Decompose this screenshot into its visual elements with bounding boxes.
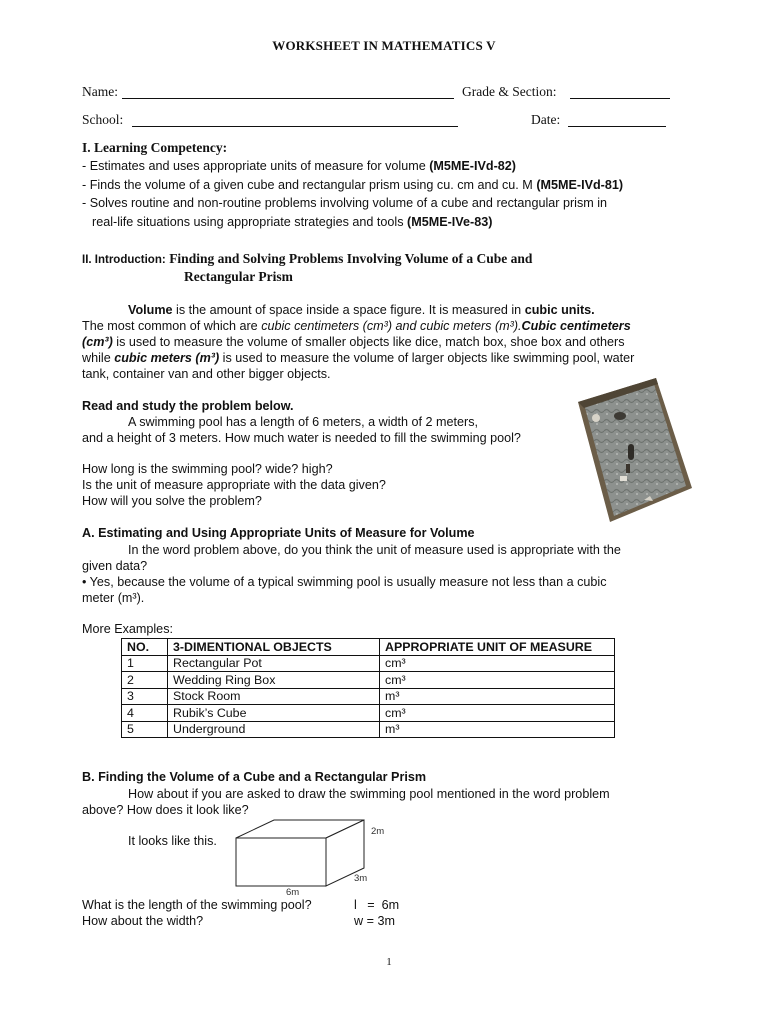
grade-section-label: Grade & Section:: [462, 84, 557, 99]
table-row: [122, 672, 615, 689]
section-a-bullet: • Yes, because the volume of a typical swimming pool is usually measure not less than a cubic: [82, 575, 607, 589]
problem-heading: Read and study the problem below.: [82, 399, 294, 413]
volume-line-1: Volume is the amount of space inside a space figure. It is measured in cubic units.: [128, 303, 595, 317]
section-a-heading: A. Estimating and Using Appropriate Units of Measure for Volume: [82, 526, 475, 540]
length-dimension-label: 6m: [286, 887, 300, 898]
competency-item-3: - Solves routine and non-routine problems involving volume of a cube and rectangular prism in: [82, 196, 608, 210]
header-no: NO.: [122, 639, 168, 656]
cell-no: 4: [122, 705, 168, 722]
intro-heading-cont: Rectangular Prism: [184, 269, 293, 284]
width-question: How about the width?: [82, 914, 204, 928]
header-objects: 3-DIMENTIONAL OBJECTS: [168, 639, 380, 656]
date-line[interactable]: [568, 126, 666, 127]
cell-object: Underground: [168, 721, 380, 738]
worksheet-title: WORKSHEET IN MATHEMATICS V: [272, 38, 496, 53]
date-label: Date:: [531, 112, 561, 127]
volume-line-3: (cm³) is used to measure the volume of smaller objects like dice, match box, shoe box and others: [82, 335, 625, 349]
cell-object: Rubik’s Cube: [168, 705, 380, 722]
question-3: How will you solve the problem?: [82, 494, 262, 508]
volume-line-5: tank, container van and other bigger objects.: [82, 367, 331, 381]
cell-object: Wedding Ring Box: [168, 672, 380, 689]
cell-unit: cm³: [380, 672, 615, 689]
looks-like-label: It looks like this.: [128, 834, 217, 848]
height-dimension-label: 3m: [354, 873, 368, 884]
intro-heading: II. Introduction: Finding and Solving Problems Involving Volume of a Cube and: [82, 251, 533, 266]
cell-unit: m³: [380, 688, 615, 705]
section-a-bullet-cont: meter (m³).: [82, 591, 145, 605]
volume-line-2: The most common of which are cubic centimeters (cm³) and cubic meters (m³).Cubic centimeters: [82, 319, 631, 333]
rectangular-prism-diagram: [226, 816, 386, 900]
competency-item-3-cont: real-life situations using appropriate strategies and tools (M5ME-IVe-83): [92, 215, 493, 229]
problem-line-1: A swimming pool has a length of 6 meters, a width of 2 meters,: [128, 415, 478, 429]
competency-heading: I. Learning Competency:: [82, 140, 228, 155]
section-b-para-1: How about if you are asked to draw the swimming pool mentioned in the word problem: [128, 787, 610, 801]
cell-unit: cm³: [380, 655, 615, 672]
cell-unit: cm³: [380, 705, 615, 722]
name-line[interactable]: [122, 98, 454, 99]
page-number: 1: [386, 956, 392, 968]
examples-table: [121, 638, 615, 738]
cell-no: 3: [122, 688, 168, 705]
length-question: What is the length of the swimming pool?: [82, 898, 312, 912]
swimming-pool-image: [574, 376, 694, 524]
header-unit: APPROPRIATE UNIT OF MEASURE: [380, 639, 615, 656]
competency-item-2: - Finds the volume of a given cube and rectangular prism using cu. cm and cu. M (M5ME-IVd-81): [82, 178, 624, 192]
table-row: [122, 721, 615, 738]
width-answer: w = 3m: [354, 914, 395, 928]
question-1: How long is the swimming pool? wide? high?: [82, 462, 333, 476]
table-row: [122, 688, 615, 705]
name-label: Name:: [82, 84, 118, 99]
cell-unit: m³: [380, 721, 615, 738]
table-row: [122, 705, 615, 722]
school-line[interactable]: [132, 126, 458, 127]
problem-line-2: and a height of 3 meters. How much water is needed to fill the swimming pool?: [82, 431, 521, 445]
section-b-heading: B. Finding the Volume of a Cube and a Rectangular Prism: [82, 770, 427, 784]
table-header-row: [122, 639, 615, 656]
cell-no: 1: [122, 655, 168, 672]
more-examples-label: More Examples:: [82, 622, 173, 636]
question-2: Is the unit of measure appropriate with the data given?: [82, 478, 386, 492]
length-answer: l = 6m: [354, 898, 400, 912]
cell-object: Rectangular Pot: [168, 655, 380, 672]
section-b-para-2: above? How does it look like?: [82, 803, 249, 817]
cell-no: 5: [122, 721, 168, 738]
section-a-para-1: In the word problem above, do you think the unit of measure used is appropriate with the: [128, 543, 621, 557]
table-row: [122, 655, 615, 672]
school-label: School:: [82, 112, 124, 127]
cell-no: 2: [122, 672, 168, 689]
volume-line-4: while cubic meters (m³) is used to measure the volume of larger objects like swimming pool, water: [82, 351, 635, 365]
cell-object: Stock Room: [168, 688, 380, 705]
grade-section-line[interactable]: [570, 98, 670, 99]
section-a-para-2: given data?: [82, 559, 148, 573]
competency-item-1: - Estimates and uses appropriate units of measure for volume (M5ME-IVd-82): [82, 159, 516, 173]
width-dimension-label: 2m: [371, 826, 385, 837]
